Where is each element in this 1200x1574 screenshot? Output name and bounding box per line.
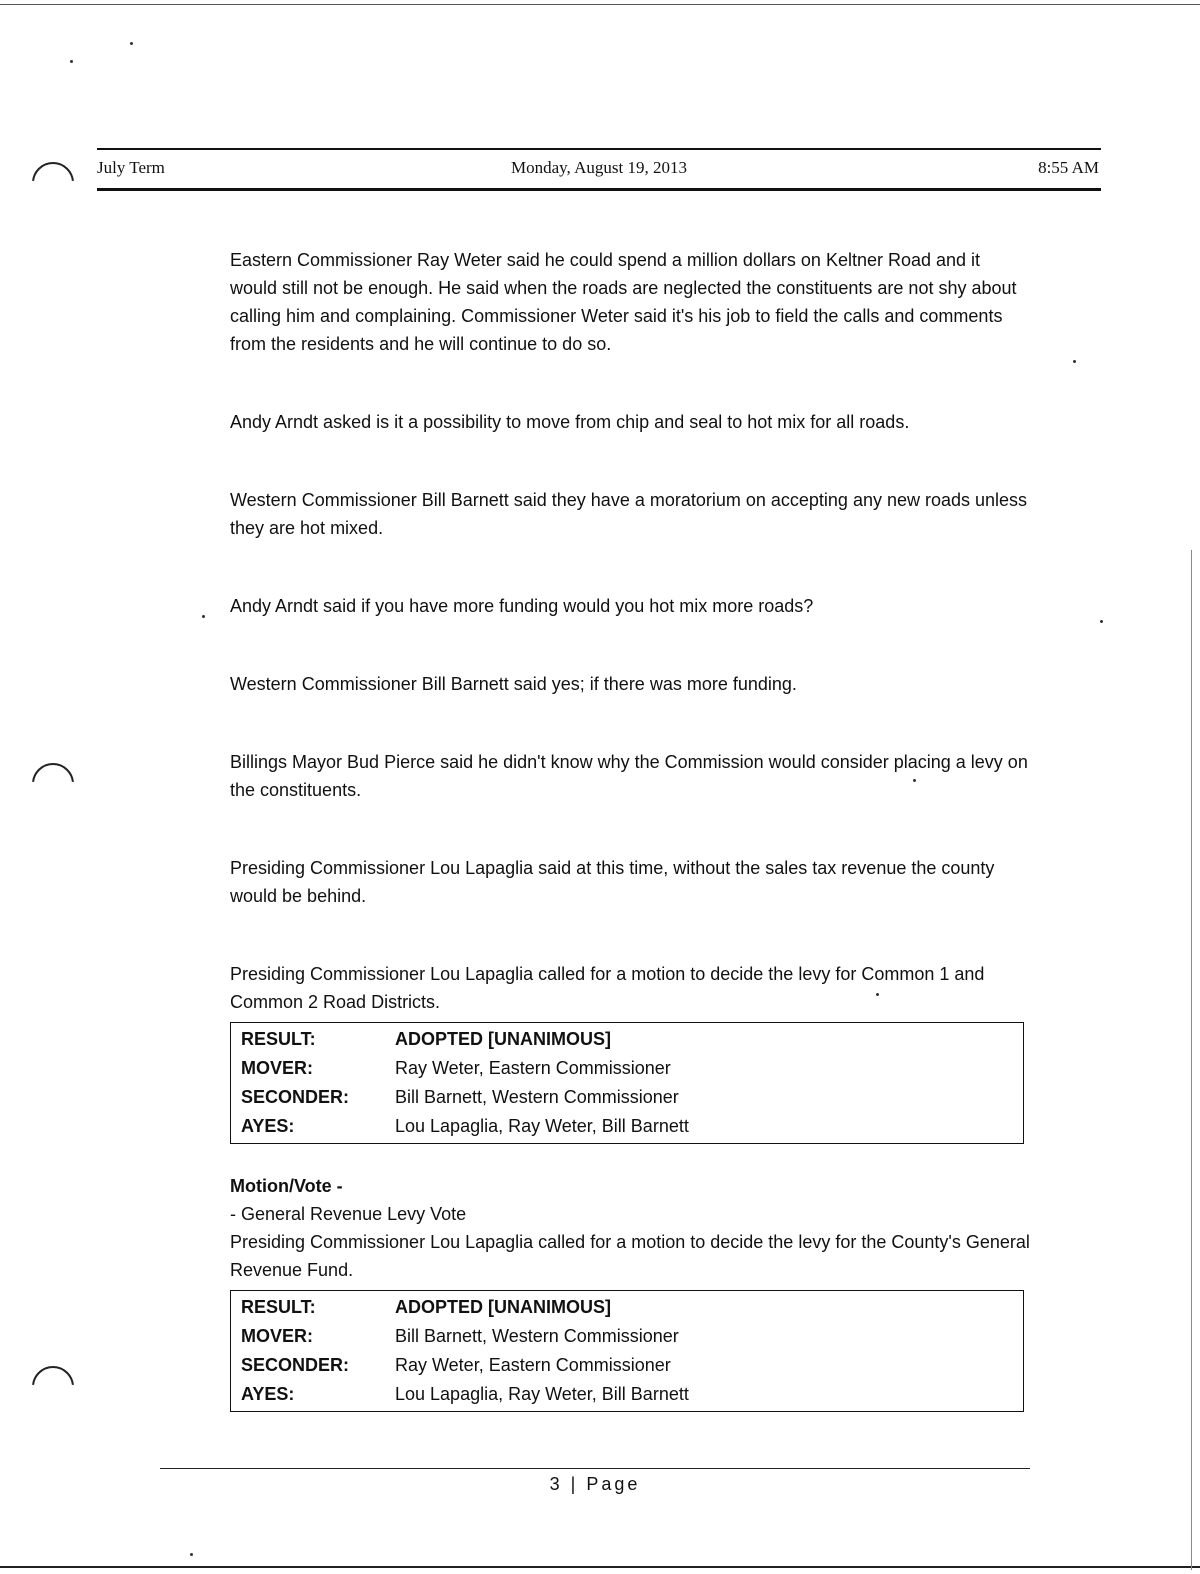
vote-row-mover	[231, 1054, 1023, 1083]
vote-row-seconder	[231, 1083, 1023, 1112]
paragraph: Western Commissioner Bill Barnett said they have a moratorium on accepting any new roads unless they are hot mixed.	[230, 490, 1028, 538]
paragraph: Presiding Commissioner Lou Lapaglia said at this time, without the sales tax revenue the county would be behind.	[230, 858, 995, 906]
scan-edge-top	[0, 4, 1200, 5]
page-number: 3 | Page	[549, 1474, 641, 1494]
vote-result-table	[230, 1022, 1024, 1144]
punch-hole-icon	[32, 1366, 74, 1408]
vote-label: AYES:	[241, 1116, 295, 1136]
term-label: July Term	[97, 158, 165, 177]
vote-label: AYES:	[241, 1384, 295, 1404]
paragraph: Presiding Commissioner Lou Lapaglia called for a motion to decide the levy for Common 1 and Common 2 Road Districts.	[230, 964, 985, 1012]
paragraph: Billings Mayor Bud Pierce said he didn't know why the Commission would consider placing a levy on the constituents.	[230, 752, 1028, 800]
scan-edge-right	[1191, 550, 1192, 1570]
vote-value: ADOPTED [UNANIMOUS]	[395, 1029, 611, 1049]
scan-speck	[190, 1553, 193, 1556]
vote-label: SECONDER:	[241, 1087, 350, 1107]
vote-label: MOVER:	[241, 1058, 313, 1078]
header-rule	[97, 188, 1101, 191]
vote-label: MOVER:	[241, 1326, 313, 1346]
vote-value: Ray Weter, Eastern Commissioner	[395, 1058, 671, 1078]
vote-value: Bill Barnett, Western Commissioner	[395, 1326, 679, 1346]
vote-value: Lou Lapaglia, Ray Weter, Bill Barnett	[395, 1116, 689, 1136]
vote-label: RESULT:	[241, 1029, 316, 1049]
motion-subtitle: - General Revenue Levy Vote	[230, 1204, 467, 1224]
vote-row-ayes	[231, 1112, 1023, 1141]
vote-value: Ray Weter, Eastern Commissioner	[395, 1355, 671, 1375]
scan-speck	[202, 615, 205, 618]
vote-label: SECONDER:	[241, 1355, 350, 1375]
scan-speck	[130, 42, 133, 45]
punch-hole-icon	[32, 162, 74, 204]
meeting-time: 8:55 AM	[1038, 158, 1099, 177]
scan-speck	[1100, 620, 1103, 623]
vote-label: RESULT:	[241, 1297, 316, 1317]
vote-row-mover	[231, 1322, 1023, 1351]
motion-text: Presiding Commissioner Lou Lapaglia called for a motion to decide the levy for the County's General Revenue Fund.	[230, 1232, 1030, 1280]
meeting-date: Monday, August 19, 2013	[511, 158, 687, 177]
scan-speck	[1073, 360, 1076, 363]
footer-rule	[160, 1468, 1030, 1469]
paragraph: Eastern Commissioner Ray Weter said he could spend a million dollars on Keltner Road and it would still not be enough. He said when the roads are neglected the constituents are not shy about calling him and complaining. Commissioner Weter said it's his job to field the calls and comments from the residents and he will continue to do so.	[230, 250, 1017, 354]
paragraph: Andy Arndt said if you have more funding would you hot mix more roads?	[230, 596, 814, 616]
minutes-body	[230, 246, 1030, 1412]
vote-row-result	[231, 1293, 1023, 1322]
vote-value: Bill Barnett, Western Commissioner	[395, 1087, 679, 1107]
scan-edge-bottom	[0, 1566, 1200, 1568]
paragraph: Western Commissioner Bill Barnett said yes; if there was more funding.	[230, 674, 797, 694]
motion-title: Motion/Vote -	[230, 1176, 343, 1196]
vote-row-ayes	[231, 1380, 1023, 1409]
vote-result-table	[230, 1290, 1024, 1412]
page-header	[97, 158, 1101, 184]
vote-value: Lou Lapaglia, Ray Weter, Bill Barnett	[395, 1384, 689, 1404]
paragraph: Andy Arndt asked is it a possibility to move from chip and seal to hot mix for all roads.	[230, 412, 910, 432]
vote-row-result	[231, 1025, 1023, 1054]
vote-value: ADOPTED [UNANIMOUS]	[395, 1297, 611, 1317]
punch-hole-icon	[32, 763, 74, 805]
scan-speck	[70, 60, 73, 63]
vote-row-seconder	[231, 1351, 1023, 1380]
header-rule	[97, 148, 1101, 150]
